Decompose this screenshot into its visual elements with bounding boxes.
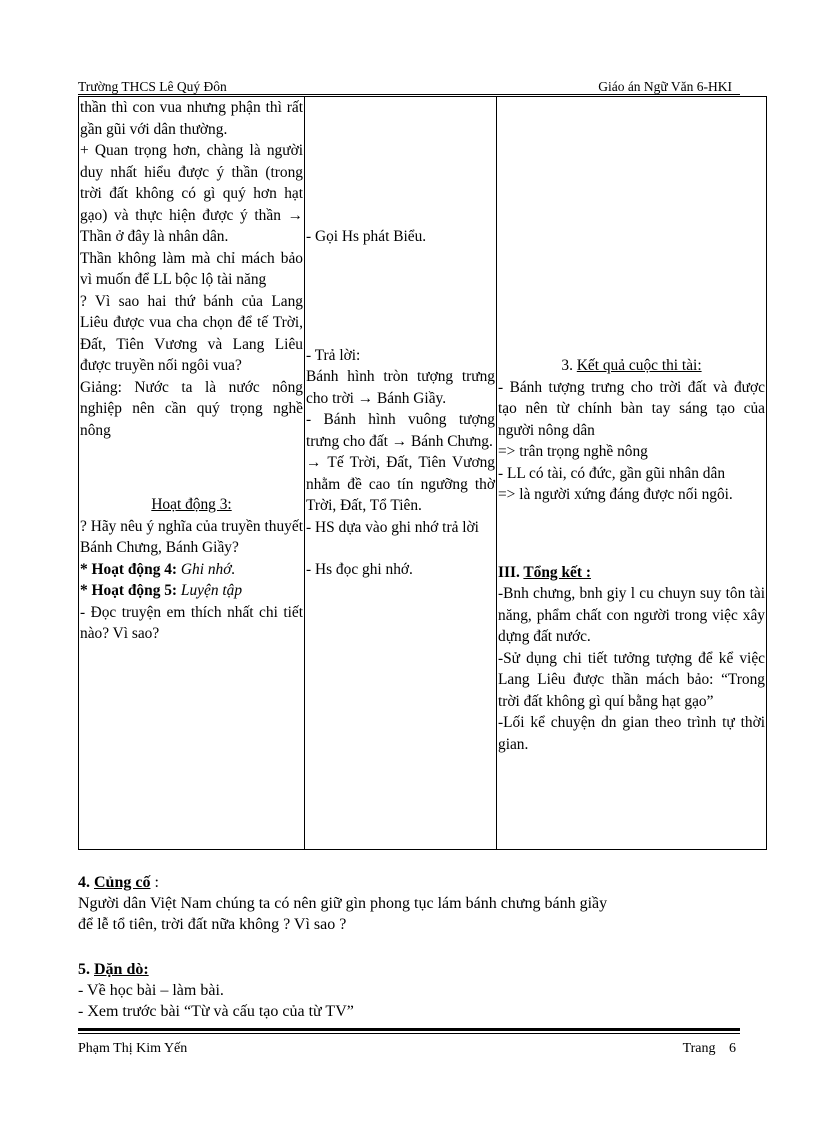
consolidation-number: 4. (78, 874, 90, 891)
col2-text-3: Bánh hình tròn tượng trưng cho trời → Bánh Giầy. (306, 368, 495, 407)
col3-text-7: -Lối kể chuyện dn gian theo trình tự thời gian. (498, 714, 765, 753)
col2-text-1: - Gọi Hs phát Biểu. (306, 228, 427, 245)
col1-question-2: ? Hãy nêu ý nghĩa của truyền thuyết Bánh Chưng, Bánh Giầy? (80, 517, 303, 556)
author-name: Phạm Thị Kim Yến (78, 1041, 188, 1056)
col3-text-5: -Bnh chưng, bnh giy l cu chuyn suy tôn tài năng, phẩm chất con người trong việc xây dựng đất nước. (498, 585, 765, 645)
col2-text-4: - Bánh hình vuông tượng trưng cho đất → Bánh Chưng. (306, 411, 495, 450)
summary-number: III. (498, 563, 520, 581)
col1-text-3: Thần không làm mà chỉ mách bảo vì muốn để LL bộc lộ tài năng (80, 249, 303, 288)
table-row (79, 97, 767, 850)
col1-question-3: - Đọc truyện em thích nhất chi tiết nào? Vì sao? (80, 603, 303, 642)
activity-3-heading: Hoạt động 3: (151, 496, 232, 513)
content-column (497, 97, 767, 850)
lesson-table (78, 96, 767, 850)
consolidation-title: Củng cố (94, 874, 151, 891)
col1-question-1: ? Vì sao hai thứ bánh của Lang Liêu được vua cha chọn để tế Trời, Đất, Tiên Vương và Lang Liêu được truyền nối ngôi vua? (80, 292, 303, 374)
homework-line-2: - Xem trước bài “Từ và cấu tạo của từ TV” (78, 1003, 354, 1020)
header-rule (78, 94, 740, 95)
footer-rule-thin (78, 1033, 740, 1034)
subject-title: Giáo án Ngữ Văn 6-HKI (598, 79, 732, 94)
page-header (78, 79, 740, 95)
col2-text-2: - Trả lời: (306, 346, 361, 364)
col2-text-5: → Tế Trời, Đất, Tiên Vương nhằm đề cao tín ngưỡng thờ Trời, Đất, Tổ Tiên. (306, 454, 495, 514)
activity-4-label: * Hoạt động 4: (80, 560, 178, 578)
page-label: Trang (682, 1041, 716, 1056)
summary-heading: Tổng kết : (523, 563, 591, 581)
student-activity-column (305, 97, 497, 850)
col2-text-6: - HS dựa vào ghi nhớ trả lời (306, 518, 479, 536)
page-footer (78, 1041, 740, 1059)
homework-title: Dặn dò: (94, 961, 149, 978)
homework-number: 5. (78, 961, 90, 978)
activity-4-name: Ghi nhớ. (180, 560, 236, 578)
col3-text-4: => là người xứng đáng được nối ngôi. (498, 486, 733, 503)
activity-5-label: * Hoạt động 5: (80, 582, 178, 599)
homework-line-1: - Về học bài – làm bài. (78, 982, 224, 999)
consolidation-line-1: Người dân Việt Nam chúng ta có nên giữ gìn phong tục lám bánh chưng bánh giầy (78, 895, 608, 912)
col3-text-2: => trân trọng nghề nông (498, 443, 648, 460)
homework-section (78, 959, 758, 1022)
result-heading: Kết quả cuộc thi tài: (576, 357, 702, 374)
teacher-activity-column (79, 97, 305, 850)
col3-text-3: - LL có tài, có đức, gần gũi nhân dân (498, 464, 726, 482)
school-name: Trường THCS Lê Quý Đôn (78, 79, 227, 94)
consolidation-section (78, 872, 758, 935)
col2-text-7: - Hs đọc ghi nhớ. (306, 561, 413, 578)
consolidation-line-2: để lễ tổ tiên, trời đất nữa không ? Vì sao ? (78, 916, 347, 933)
col3-text-6: -Sử dụng chi tiết tưởng tượng để kể việc Lang Liêu được thần mách bảo: “Trong trời đất không gì quí bằng hạt gạo” (498, 649, 765, 710)
consolidation-colon: : (150, 874, 159, 891)
activity-5-name: Luyện tập (180, 582, 243, 599)
col1-text-2: + Quan trọng hơn, chàng là người duy nhất hiểu được ý thần (trong trời đất không có gì quý hơn hạt gạo) và thực hiện được ý thần → Thần ở đây là nhân dân. (80, 142, 303, 245)
page-number: 6 (729, 1041, 736, 1056)
col3-text-1: - Bánh tượng trưng cho trời đất và được tạo nên từ chính bàn tay sáng tạo của người nông dân (498, 378, 765, 439)
footer-rule-thick (78, 1028, 740, 1031)
result-heading-number: 3. (561, 357, 573, 374)
col1-explanation: Giảng: Nước ta là nước nông nghiệp nên cần quý trọng nghề nông (80, 378, 303, 439)
col1-text-1: thần thì con vua nhưng phận thì rất gần gũi với dân thường. (80, 99, 303, 138)
